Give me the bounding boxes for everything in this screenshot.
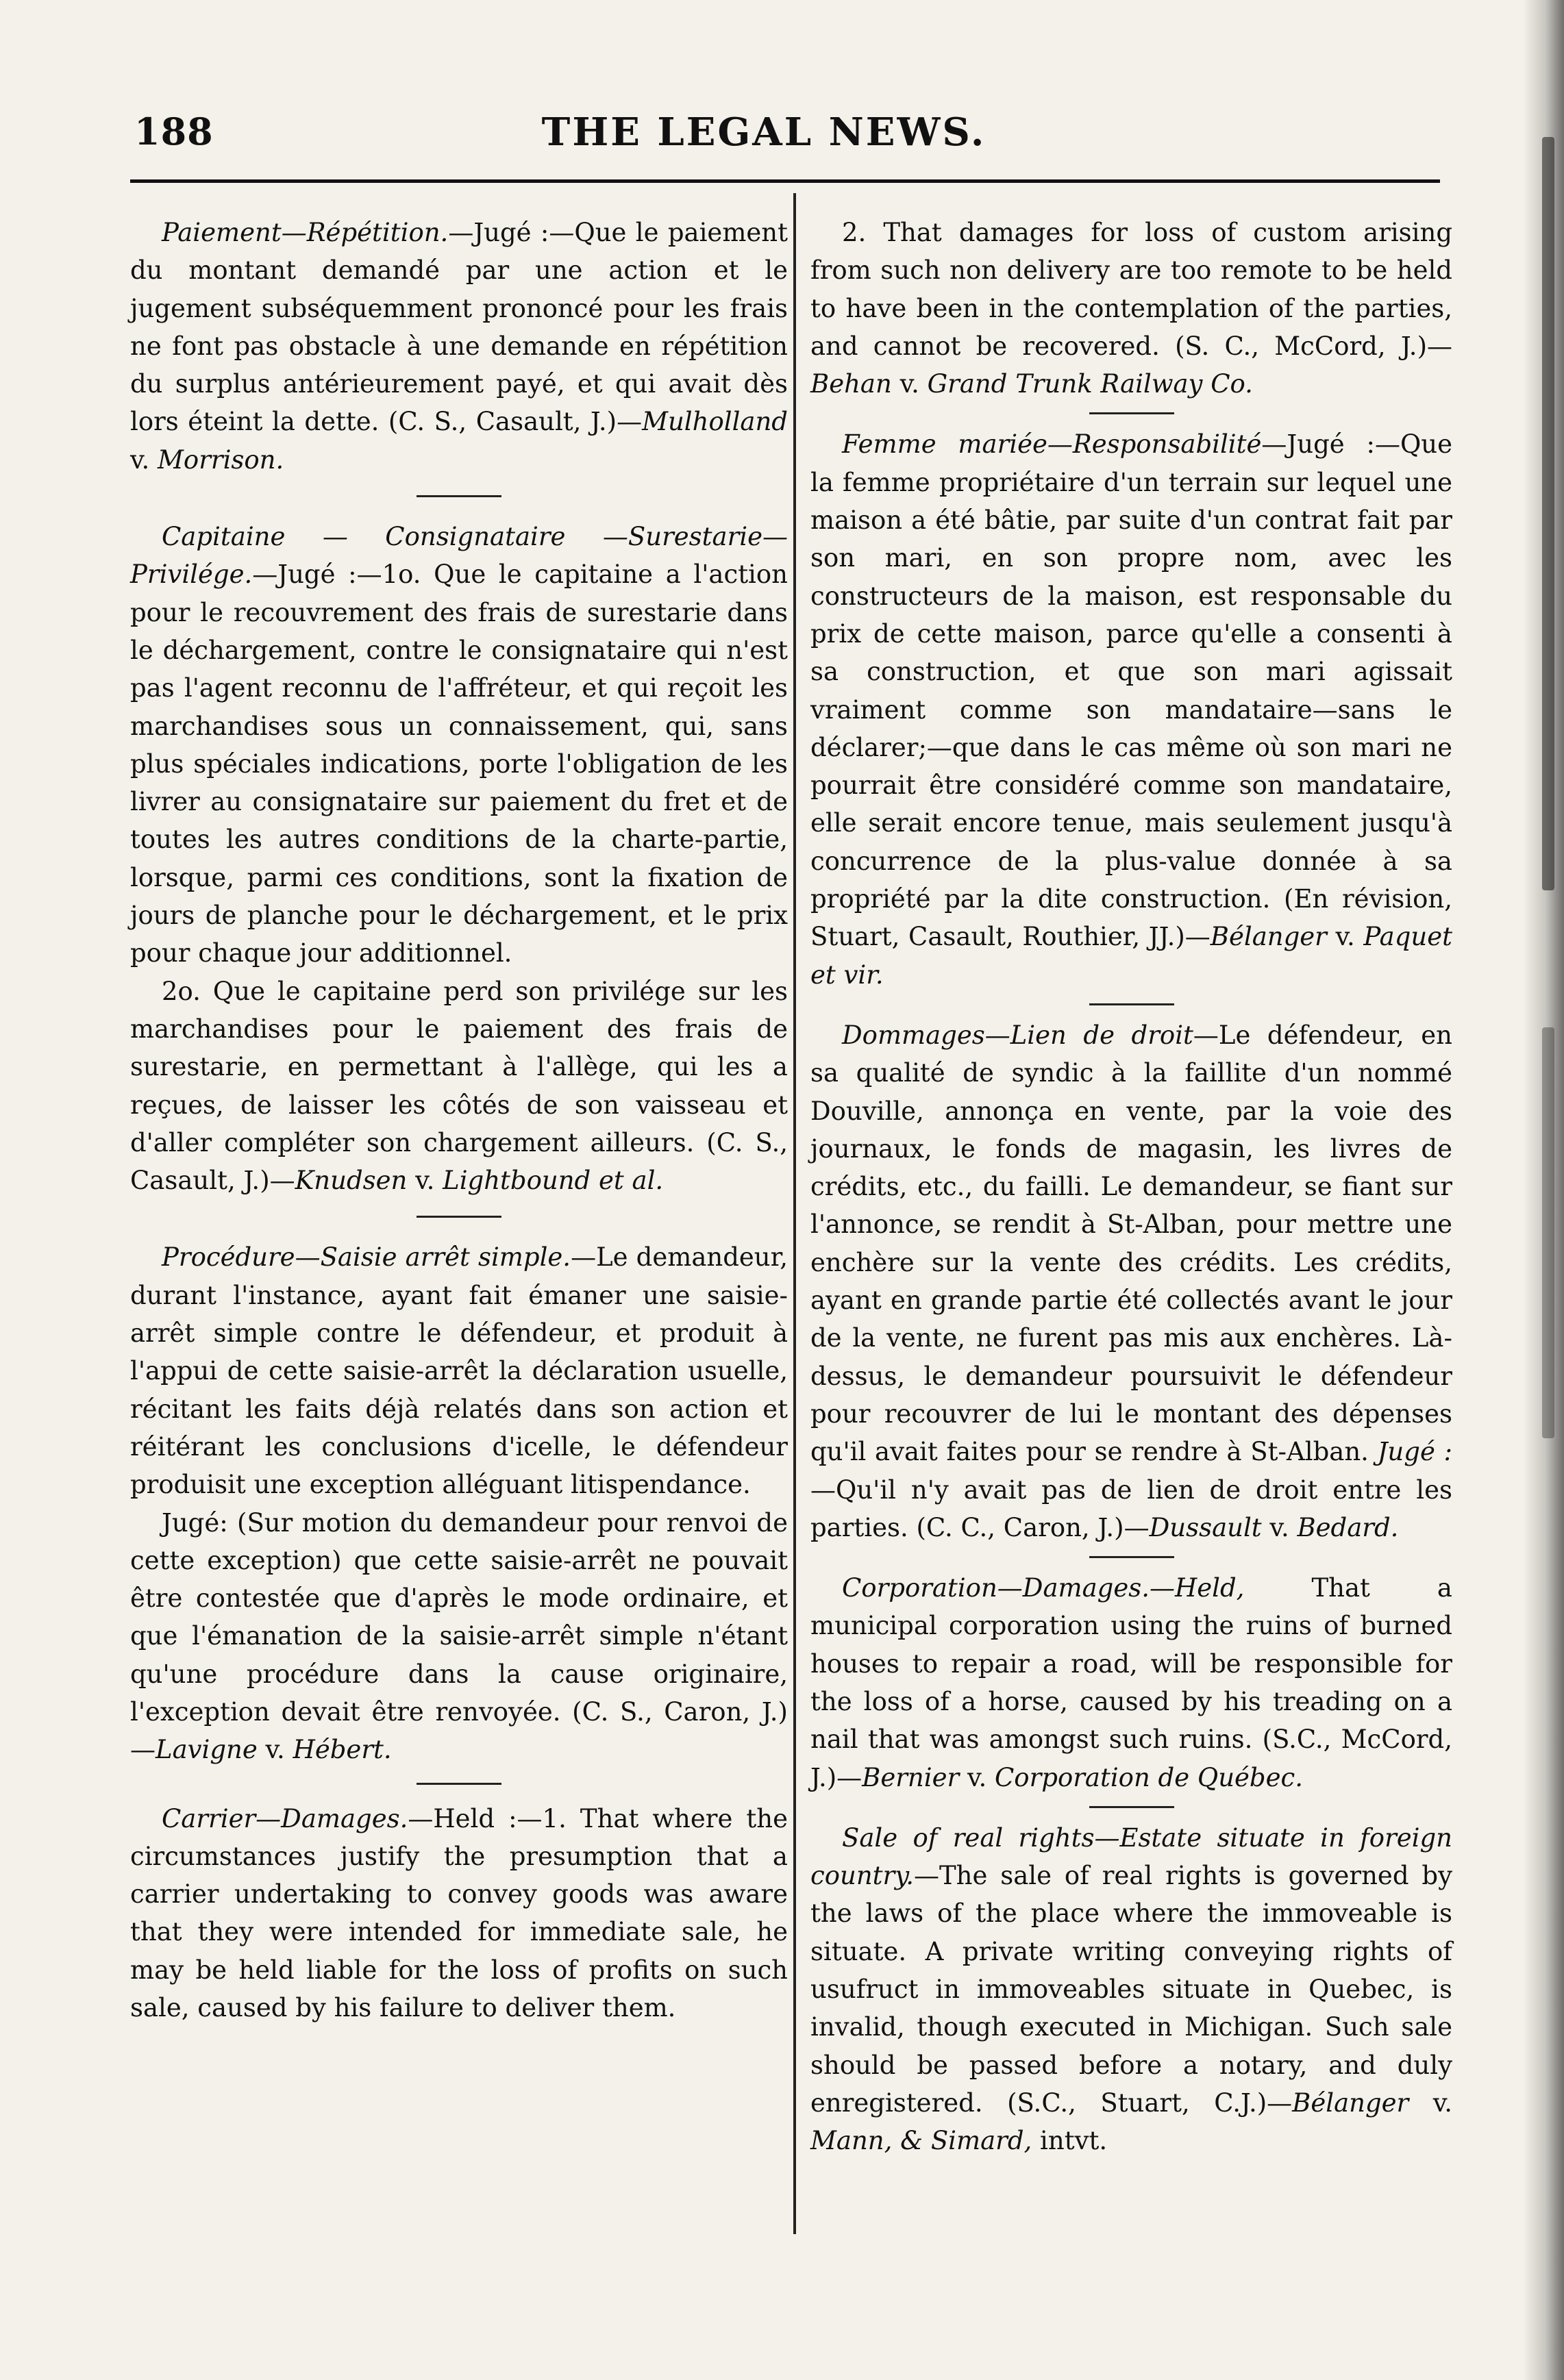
entry-heading: Carrier—Damages.: [162, 1803, 408, 1833]
party-name: Paquet et vir.: [810, 922, 1452, 990]
section-separator: [1089, 412, 1174, 414]
section-separator: [417, 1783, 501, 1785]
versus: v.: [959, 1762, 995, 1792]
entry-text: —Jugé :—Que le paiement du montant demandé par une action et le jugement subséquemment prononcé pour les frais ne font pas obstacle à une demande en répétition du surplus antérieurement payé, et qui avait dès lors éteint la dette. (C. S., Casault, J.)—: [130, 218, 788, 437]
versus: v.: [130, 444, 158, 475]
entry-paragraph: [130, 214, 788, 479]
entry-corporation-damages: [810, 1569, 1452, 1796]
party-name: Grand Trunk Railway Co.: [927, 369, 1253, 399]
entry-text: Jugé: (Sur motion du demandeur pour renvoi de cette exception) que cette saisie-arrêt ne pouvait être contestée que d'après le mode ordinaire, et que l'émanation de la saisie-arrêt simple n'étant qu'une procédure dans la cause originaire, l'exception devait être renvoyée. (C. S., Caron, J.)—: [130, 1507, 788, 1765]
entry-capitaine-consignataire: [130, 518, 788, 1199]
party-name: Dussault: [1149, 1512, 1262, 1542]
party-name: Mulholland: [642, 407, 788, 437]
section-separator: [417, 495, 501, 497]
entry-text: 2o. Que le capitaine perd son privilége sur les marchandises pour le paiement des frais de surestarie, en permettant à l'allège, qui les a reçues, de laisser les côtés de son vaisseau et d'aller compléter son chargement ailleurs. (C. S., Casault, J.)—: [130, 976, 788, 1196]
entry-paiement-repetition: [130, 214, 788, 479]
running-title: THE LEGAL NEWS.: [541, 110, 986, 155]
scan-artifact: [1542, 1027, 1554, 1438]
party-name: Bernier: [862, 1762, 960, 1792]
entry-paragraph: [130, 1504, 788, 1769]
versus: v.: [1408, 2088, 1452, 2118]
entry-text: —Held :—1. That where the circumstances justify the presumption that a carrier undertaking to convey goods was aware that they were intended for immediate sale, he may be held liable for the loss of profits on such sale, caused by his failure to deliver them.: [130, 1803, 788, 2023]
entry-heading: Paiement—Répétition.: [162, 218, 449, 247]
section-separator: [1089, 1556, 1174, 1558]
party-name: Mann, & Simard,: [810, 2126, 1032, 2156]
entry-heading: Procédure—Saisie arrêt simple.: [162, 1242, 571, 1273]
entry-dommages-lien-de-droit: [810, 1016, 1452, 1546]
entry-heading: Femme mariée—Responsabilité: [842, 429, 1262, 460]
entry-paragraph: [130, 1800, 788, 2027]
entry-femme-mariee: [810, 425, 1452, 993]
party-name: Corporation de Québec.: [994, 1762, 1304, 1792]
entry-procedure-saisie-arret: [130, 1238, 788, 1768]
party-name: Bedard.: [1297, 1512, 1399, 1542]
entry-text: —Jugé :—Que la femme propriétaire d'un terrain sur lequel une maison a été bâtie, par suite d'un contrat fait par son mari, en son propre nom, avec les constructeurs de la maison, est responsable du prix de cette maison, parce qu'elle a consenti à sa construction, et que son mari agissait vraiment comme son mandataire—sans le déclarer;—que dans le cas même où son mari ne pourrait être considéré comme son mandataire, elle serait encore tenue, mais seulement jusqu'à concurrence de la plus-value donnée à sa propriété par la dite construction. (En révision, Stuart, Casault, Routhier, JJ.)—: [810, 429, 1452, 952]
party-name: Behan: [810, 369, 892, 399]
entry-paragraph: [810, 1569, 1452, 1796]
page-number: 188: [134, 110, 214, 153]
entry-carrier-damages: [130, 1800, 788, 2027]
party-name: Lavigne: [156, 1735, 258, 1765]
page-header: [123, 110, 1404, 164]
versus: v.: [407, 1166, 443, 1196]
left-column: [130, 214, 788, 2027]
entry-paragraph: [810, 1016, 1452, 1546]
party-name: Hébert.: [293, 1735, 392, 1765]
versus: v.: [257, 1735, 293, 1765]
entry-text: —Le défendeur, en sa qualité de syndic à la faillite d'un nommé Douville, annonça en vente, par la voie des journaux, le fonds de magasin, les livres de crédits, etc., du failli. Le demandeur, se fiant sur l'annonce, se rendit à St-Alban, pour mettre une enchère sur la vente des crédits. Les crédits, ayant en grande partie été collectés avant le jour de la vente, ne furent pas mis aux enchères. Là-dessus, le demandeur poursuivit le défendeur pour recouvrer de lui le montant des dépenses qu'il avait faites pour se rendre à St-Alban.: [810, 1020, 1452, 1467]
entry-text: —The sale of real rights is governed by the laws of the place where the immoveable is situate. A private writing conveying rights of usufruct in immoveables situate in Quebec, is invalid, though executed in Michigan. Such sale should be passed before a notary, and duly enregistered. (S.C., Stuart, C.J.)—: [810, 1861, 1452, 2118]
entry-paragraph: [130, 973, 788, 1200]
entry-text: —Qu'il n'y avait pas de lien de droit entre les parties. (C. C., Caron, J.)—: [810, 1475, 1452, 1542]
entry-carrier-damages-continued: [810, 214, 1452, 403]
section-separator: [1089, 1806, 1174, 1808]
entry-sale-of-real-rights: [810, 1819, 1452, 2160]
column-divider: [793, 193, 796, 2234]
entry-heading: Sale of real rights—Estate situate in foreign country.: [810, 1822, 1452, 1891]
party-name: Bélanger: [1210, 922, 1327, 952]
party-name: Morrison.: [158, 444, 284, 475]
entry-paragraph: [810, 1819, 1452, 2160]
entry-paragraph: [130, 1238, 788, 1503]
versus: v.: [1261, 1512, 1298, 1542]
entry-text: —Jugé :—1o. Que le capitaine a l'action pour le recouvrement des frais de surestarie dans le déchargement, contre le consignataire qui n'est pas l'agent reconnu de l'affréteur, et qui reçoit les marchandises sous un connaissement, qui, sans plus spéciales indications, porte l'obligation de les livrer au consignataire sur paiement du fret et de toutes les autres conditions de la charte-partie, lorsque, parmi ces conditions, sont la fixation de jours de planche pour le déchargement, et le prix pour chaque jour additionnel.: [130, 560, 788, 968]
party-name: Knudsen: [295, 1166, 408, 1196]
right-column: [810, 214, 1452, 2160]
entry-heading: Capitaine — Consignataire —Surestarie—Privilége.: [130, 522, 788, 590]
entry-text: —Le demandeur, durant l'instance, ayant fait émaner une saisie-arrêt simple contre le défendeur, et produit à l'appui de cette saisie-arrêt la déclaration usuelle, récitant les faits déjà relatés dans son action et réitérant les conclusions d'icelle, le défendeur produisit une exception alléguant litispendance.: [130, 1242, 788, 1500]
juge-label: Jugé :: [1377, 1437, 1452, 1467]
entry-text: That a municipal corporation using the ruins of burned houses to repair a road, will be responsible for the loss of a horse, caused by his treading on a nail that was amongst such ruins. (S.C., McCord, J.)—: [810, 1573, 1452, 1792]
party-name: Bélanger: [1292, 2088, 1409, 2118]
party-name: Lightbound et al.: [443, 1166, 664, 1196]
entry-paragraph: [130, 518, 788, 973]
section-separator: [417, 1216, 501, 1218]
entry-paragraph: [810, 425, 1452, 993]
versus: v.: [891, 369, 928, 399]
header-rule: [130, 179, 1440, 183]
entry-paragraph: [810, 214, 1452, 403]
scan-artifact: [1542, 137, 1554, 890]
entry-text: intvt.: [1032, 2126, 1108, 2156]
entry-text: 2. That damages for loss of custom arising from such non delivery are too remote to be held to have been in the contemplation of the parties, and cannot be recovered. (S. C., McCord, J.)—: [810, 218, 1452, 361]
section-separator: [1089, 1003, 1174, 1005]
versus: v.: [1326, 922, 1364, 952]
entry-heading: Dommages—Lien de droit: [842, 1020, 1193, 1050]
entry-heading: Corporation—Damages.—Held,: [842, 1573, 1245, 1603]
